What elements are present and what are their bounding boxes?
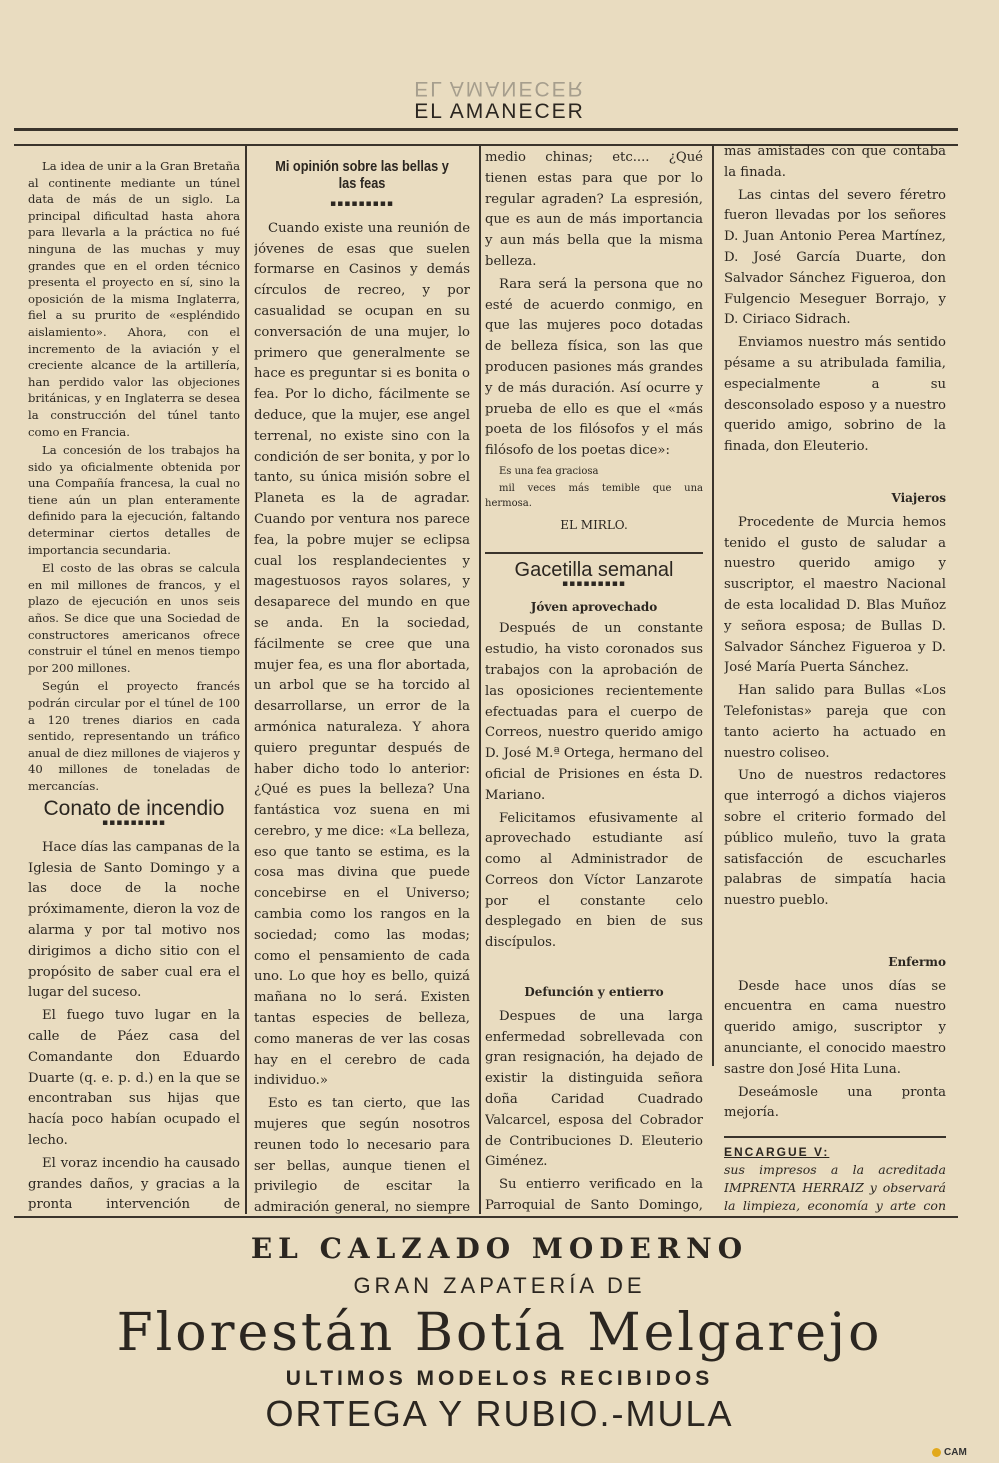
ad-tagline: ULTIMOS MODELOS RECIBIDOS [285, 1367, 714, 1390]
ad-address: ORTEGA Y RUBIO.-MULA [265, 1393, 734, 1434]
fire-paragraph-2: El fuego tuvo lugar en la calle de Páez casa del Comandante don Eduardo Duarte (q. e. p. d.) en la que se encontraban sus hijas que hacía poco habían ocupado el lecho. [28, 1008, 240, 1148]
subheading-joven: Jóven aprovechado [530, 599, 658, 614]
logo-text: CAM [944, 1447, 967, 1458]
viajeros-paragraph-2: Han salido para Bullas «Los Telefonistas» pareja que con tanto acierto ha actuado en nuestro coliseo. [724, 683, 946, 761]
subheading-defuncion: Defunción y entierro [524, 985, 664, 1000]
fire-ornament: ▪▪▪▪▪▪▪▪▪ [102, 818, 166, 829]
archive-logo [932, 1447, 967, 1458]
bottom-rule [14, 1216, 958, 1218]
encargue-title: ENCARGUE V: [724, 1145, 830, 1160]
column-2 [254, 155, 470, 1215]
column-3 [485, 148, 703, 1216]
opinion-heading: Mi opinión sobre las bellas y las feas [275, 158, 449, 192]
ad-rule [724, 1136, 946, 1138]
section-rule [485, 552, 703, 554]
tunnel-paragraph-3: El costo de las obras se calcula en mil millones de francos, y el plazo de ejecución en unos seis años. Se dice que una Sociedad de constructores americanos ofrece construir el túnel en menos tiempo por 200 millones. [28, 561, 240, 675]
gacetilla-ornament: ▪▪▪▪▪▪▪▪▪ [562, 579, 626, 590]
tunnel-paragraph-2: La concesión de los trabajos ha sido ya oficialmente obtenida por una Compañía francesa, la cual no tiene aún un plan enteramente definido para la ejecución, faltando determinar ciertos detalles de importancia secundaria. [28, 443, 240, 557]
condolence-paragraph: Enviamos nuestro más sentido pésame a su atribulada familia, especialmente a su desconsolado esposo y a nuestro querido amigo, sobrino de la finada, don Eleuterio. [724, 335, 946, 455]
opinion-continuation-2: Rara será la persona que no esté de acuerdo conmigo, en que las mujeres poco dotadas de belleza física, son las que producen pasiones más grandes y de más duración. Así ocurre y prueba de ello es que el «más poeta de los filósofos y el más filósofo de los poetas dice»: [485, 276, 703, 459]
fire-paragraph-1: Hace días las campanas de la Iglesia de Santo Domingo y a las doce de la noche próximamente, dieron la voz de alarma y por tal motivo nos dirigimos a dicho sitio con el propósito de saber cual era el lugar del suceso. [28, 839, 240, 1001]
joven-paragraph-2: Felicitamos efusivamente al aprovechado estudiante así como al Administrador de Correos don Víctor Lanzarote por el constante celo desplegado en bien de sus discípulos. [485, 810, 703, 951]
tunnel-paragraph-1: La idea de unir a la Gran Bretaña al continente mediante un túnel data de más de un siglo. La principal dificultad hasta ahora para llevarla a la práctica no fué ninguna de las muchas y muy grandes que en el orden técnico presenta el proyecto en sí, sino la oposición de la misma Inglaterra, fiel a su prurito de «espléndido aislamiento». Ahora, con el incremento de la aviación y el creciente alcance de la artillería, han perdido valor las objeciones británicas, y en Inglaterra se desea la construcción del túnel tanto como en Francia. [28, 159, 240, 439]
author-signature: EL MIRLO. [560, 517, 628, 532]
ribbons-paragraph: Las cintas del severo féretro fueron llevadas por los señores D. Juan Antonio Perea Martínez, D. José García Duarte, don Salvador Sánchez Figueroa, don Fulgencio Meseguer Borrajo, y D. Ciriaco Sidrach. [724, 187, 946, 328]
masthead: EL AMANECER [414, 100, 585, 123]
fire-paragraph-3: El voraz incendio ha causado grandes daños, y gracias a la pronta intervención de [28, 1155, 240, 1213]
shoe-store-advertisement [0, 1228, 999, 1434]
gacetilla-heading: Gacetilla semanal [514, 558, 674, 581]
column-divider-2 [479, 146, 481, 1214]
opinion-paragraph-2: Esto es tan cierto, que las mujeres que según nosotros reunen todo lo necesario para ser bellas, aunque tienen el privilegio de escitar la admiración general, no siempre [254, 1096, 470, 1215]
defuncion-continuation: mas amistades con que contaba la finada. [724, 144, 946, 180]
verse-line-1: Es una fea graciosa [499, 465, 599, 477]
joven-paragraph-1: Después de un constante estudio, ha visto coronados sus trabajos con la aprobación de las oposiciones recientemente efectuadas para el cuerpo de Correos, nuestro querido amigo D. José M.ª Ortega, hermano del oficial de Prisiones en ésta D. Mariano. [485, 621, 703, 803]
ad-subtitle: GRAN ZAPATERÍA DE [353, 1273, 646, 1298]
logo-dot-icon [932, 1448, 941, 1457]
column-4 [724, 142, 946, 1216]
top-rule [14, 128, 958, 131]
opinion-paragraph-1: Cuando existe una reunión de jóvenes de esas que suelen formarse en Casinos y demás círculos de recreo, y por casualidad se ocupan en su conversación de una mujer, lo primero que generalmente se hace es preguntar si es bonita o fea. Por lo dicho, fácilmente se deduce, que la mujer, ese angel terrenal, no existe sino con la condición de ser bonita, y por lo tanto, su única misión sobre el Planeta es la de agradar. Cuando por ventura nos parece fea, la pobre mujer se eclipsa cual los resplandecientes y magestuosos rayos solares, y desaparece del mundo en que se anda. En la sociedad, fácilmente se cree que una mujer fea, es una flor abortada, un arbol que se ha torcido al desarrollarse, un error de la armónica naturaleza. Y ahora quiero preguntar después de haber dicho todo lo anterior: ¿Qué es pues la belleza? Una fantástica voz suena en mi cerebro, y me dice: «La belleza, eso que tanto se estima, es la cosa mas divina que puede concebirse en el Universo; cambia como los rangos en la sociedad; como las modas; como el pensamiento de cada uno. Lo que hoy es bello, quizá mañana no lo será. Existen tantas especies de belleza, como maneras de ver las cosas hay en el cerebro de cada individuo.» [254, 220, 470, 1089]
enfermo-paragraph-1: Desde hace unos días se encuentra en cama nuestro querido amigo, suscriptor y anunciante, el conocido maestro sastre don José Hita Luna. [724, 978, 946, 1077]
defuncion-paragraph-2: Su entierro verificado en la Parroquial de Santo Domingo, [485, 1177, 703, 1214]
viajeros-paragraph-1: Procedente de Murcia hemos tenido el gusto de saludar a nuestro querido amigo y suscriptor, el maestro Nacional de esta localidad D. Blas Muñoz y señora esposa; de Bullas D. Salvador Sánchez Figueroa y D. José María Puerta Sánchez. [724, 514, 946, 676]
viajeros-paragraph-3: Uno de nuestros redactores que interrogó a dichos viajeros sobre el criterio formado del público muleño, tuvo la grata satisfacción de escucharles palabras de simpatía hacia nuestro pueblo. [724, 768, 946, 909]
subheading-viajeros: Viajeros [891, 490, 946, 505]
column-1 [28, 158, 240, 1214]
column-divider-1 [245, 146, 247, 1214]
defuncion-paragraph-1: Despues de una larga enfermedad sobrellevada con gran resignación, ha dejado de existir la distinguida señora doña Caridad Cuadrado Valcarcel, esposa del Cobrador de Contribuciones D. Eleuterio Giménez. [485, 1008, 703, 1170]
opinion-continuation-1: medio chinas; etc.... ¿Qué tienen estas para que por lo regular agraden? La espresión, que es aun de más importancia y aun más bella que la misma belleza. [485, 150, 703, 269]
tunnel-paragraph-4: Según el proyecto francés podrán circular por el túnel de 100 a 120 trenes diarios en cada sentido, representando un tráfico anual de diez millones de viajeros y 40 millones de toneladas de mercancías. [28, 679, 240, 793]
verse-line-2: mil veces más temible que una hermosa. [485, 482, 703, 509]
opinion-ornament: ▪▪▪▪▪▪▪▪▪ [330, 199, 394, 210]
ad-title: EL CALZADO MODERNO [250, 1232, 749, 1265]
enfermo-paragraph-2: Deseámosle una pronta mejoría. [724, 1084, 946, 1121]
ad-owner-name: Florestán Botía Melgarejo [116, 1303, 883, 1363]
encargue-body: sus impresos a la acreditada IMPRENTA HERRAIZ y observará la limpieza, economía y arte con [724, 1161, 946, 1213]
subheading-enfermo: Enfermo [888, 954, 946, 969]
masthead-ghost: EL AMANECER [414, 77, 585, 100]
column-divider-3 [712, 146, 714, 1066]
fire-heading: Conato de incendio [43, 796, 225, 820]
